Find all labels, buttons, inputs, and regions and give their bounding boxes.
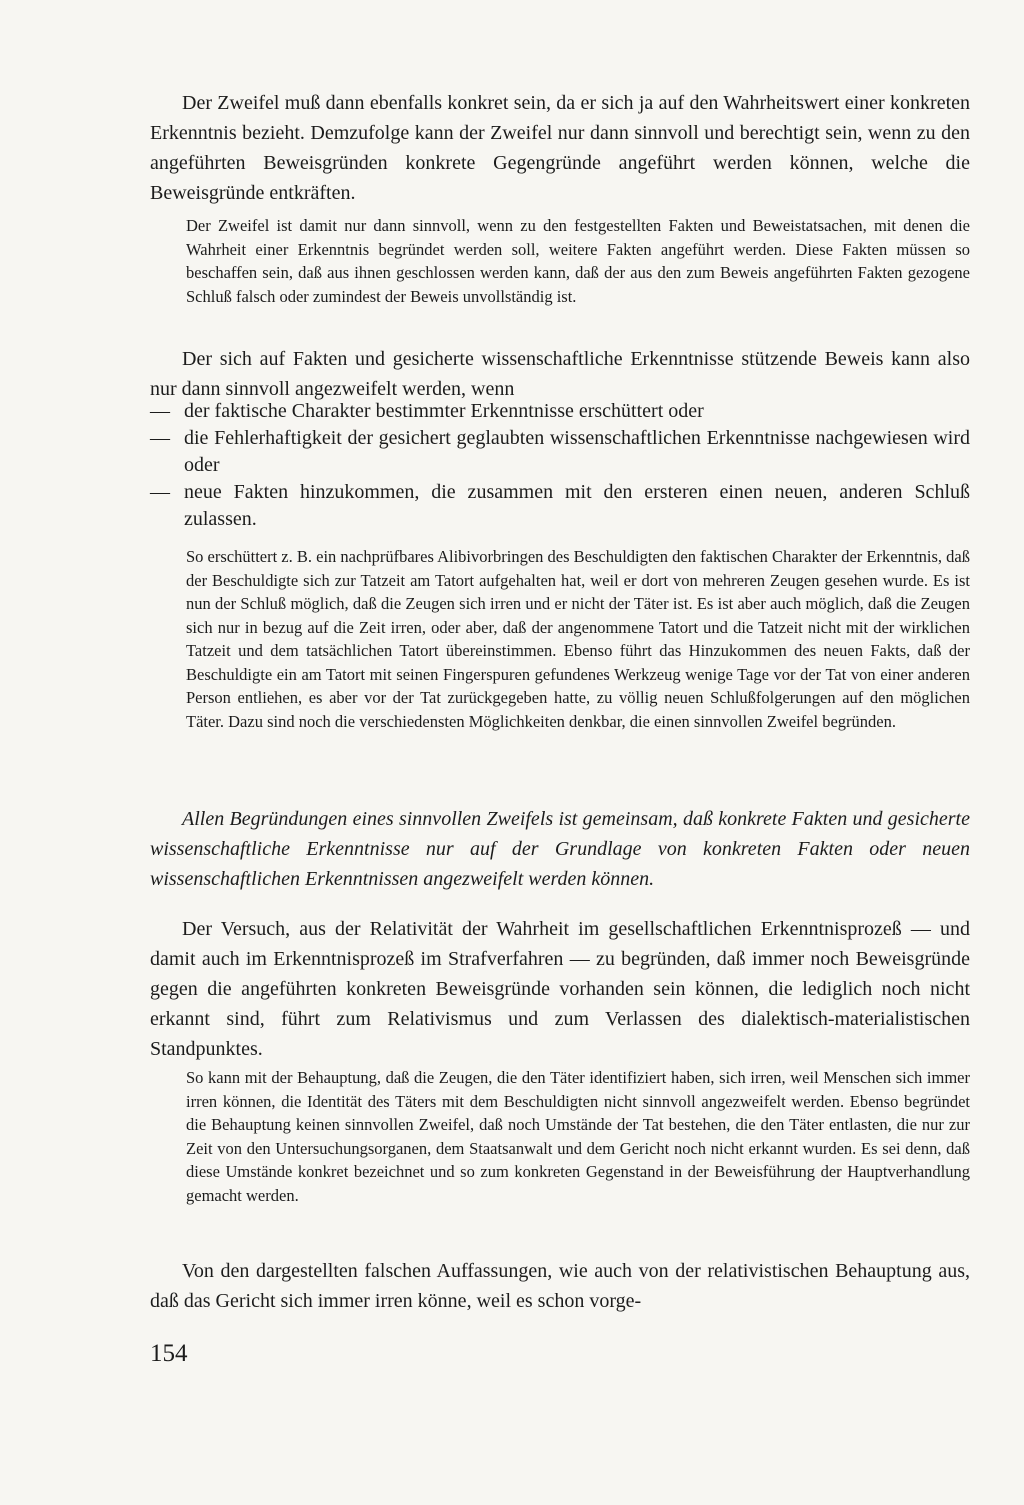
- list-item: [150, 398, 970, 425]
- condition-list: [150, 398, 970, 533]
- list-item-text: der faktische Charakter bestimmter Erkenntnisse erschüttert oder: [184, 400, 704, 422]
- dash-marker: —: [150, 481, 170, 503]
- list-item: [150, 425, 970, 479]
- page-number: 154: [150, 1340, 188, 1367]
- paragraph-false-views: Von den dargestellten falschen Auffassungen, wie auch von der relativistischen Behauptung aus, daß das Gericht sich immer irren könne, weil es schon vorge-: [150, 1260, 970, 1312]
- paragraph-witness-example: So kann mit der Behauptung, daß die Zeugen, die den Täter identifiziert haben, sich irren, weil Menschen sich immer irren können, die Identität des Täters mit dem Beschuldigten nicht sinnvoll angezweifelt werden. Ebenso begründet die Behauptung keinen sinnvollen Zweifel, daß noch Umstände der Tat bestehen, die den Täter entlasten, die nur zur Zeit von den Untersuchungsorganen, dem Staatsanwalt und dem Gericht noch nicht erkannt wurden. Es sei denn, daß diese Umstände konkret bezeichnet und so zum konkreten Gegenstand in der Beweisführung der Hauptverhandlung gemacht werden.: [186, 1068, 970, 1205]
- paragraph-alibi-example: So erschüttert z. B. ein nachprüfbares Alibivorbringen des Beschuldigten den faktischen Charakter der Erkenntnis, daß der Beschuldigte sich zur Tatzeit am Tatort aufgehalten hat, weil er dort von mehreren Zeugen gesehen wurde. Es ist nun der Schluß möglich, daß die Zeugen sich irren und er nicht der Täter ist. Es ist aber auch möglich, daß die Zeugen sich nur in bezug auf die Zeit irren, oder aber, daß der angenommene Tatort und die Tatzeit nicht mit der wirklichen Tatzeit und dem tatsächlichen Tatort übereinstimmen. Ebenso führt das Hinzukommen des neuen Fakts, daß der Beschuldigte ein am Tatort mit seinen Fingerspuren gefundenes Werkzeug wenige Tage vor der Tat von einer anderen Person entliehen, es aber vor der Tat zurückgegeben hatte, zu völlig neuen Schlußfolgerungen auf den möglichen Täter. Dazu sind noch die verschiedensten Möglichkeiten denkbar, die einen sinnvollen Zweifel begründen.: [186, 547, 970, 731]
- list-item: [150, 479, 970, 533]
- list-item-text: die Fehlerhaftigkeit der gesichert geglaubten wissenschaftlichen Erkenntnisse nachgewiesen wird oder: [184, 427, 970, 476]
- dash-marker: —: [150, 400, 170, 422]
- dash-marker: —: [150, 427, 170, 449]
- paragraph-proof-questioned: Der sich auf Fakten und gesicherte wissenschaftliche Erkenntnisse stützende Beweis kann also nur dann sinnvoll angezweifelt werden, wenn: [150, 348, 970, 400]
- paragraph-relativism: Der Versuch, aus der Relativität der Wahrheit im gesellschaftlichen Erkenntnisprozeß — und damit auch im Erkenntnisprozeß im Strafverfahren — zu begründen, daß immer noch Beweisgründe gegen die angeführten konkreten Beweisgründe vorhanden sein können, die lediglich noch nicht erkannt sind, führt zum Relativismus und zum Verlassen des dialektisch-materialistischen Standpunktes.: [150, 918, 970, 1060]
- paragraph-common-principle: Allen Begründungen eines sinnvollen Zweifels ist gemeinsam, daß konkrete Fakten und gesicherte wissenschaftliche Erkenntnisse nur auf der Grundlage von konkreten Fakten oder neuen wissenschaftlichen Erkenntnissen angezweifelt werden können.: [150, 808, 970, 890]
- paragraph-doubt-meaningful-note: Der Zweifel ist damit nur dann sinnvoll, wenn zu den festgestellten Fakten und Beweistatsachen, mit denen die Wahrheit einer Erkenntnis begründet werden soll, weitere Fakten angeführt werden. Diese Fakten müssen so beschaffen sein, daß aus ihnen geschlossen werden kann, daß der aus den zum Beweis angeführten Fakten gezogene Schluß falsch oder zumindest der Beweis unvollständig ist.: [186, 216, 970, 306]
- list-item-text: neue Fakten hinzukommen, die zusammen mit den ersteren einen neuen, anderen Schluß zulassen.: [184, 481, 970, 530]
- paragraph-doubt-concrete: Der Zweifel muß dann ebenfalls konkret sein, da er sich ja auf den Wahrheitswert einer konkreten Erkenntnis bezieht. Demzufolge kann der Zweifel nur dann sinnvoll und berechtigt sein, wenn zu den angeführten Beweisgründen konkrete Gegengründe angeführt werden können, welche die Beweisgründe entkräften.: [150, 92, 970, 204]
